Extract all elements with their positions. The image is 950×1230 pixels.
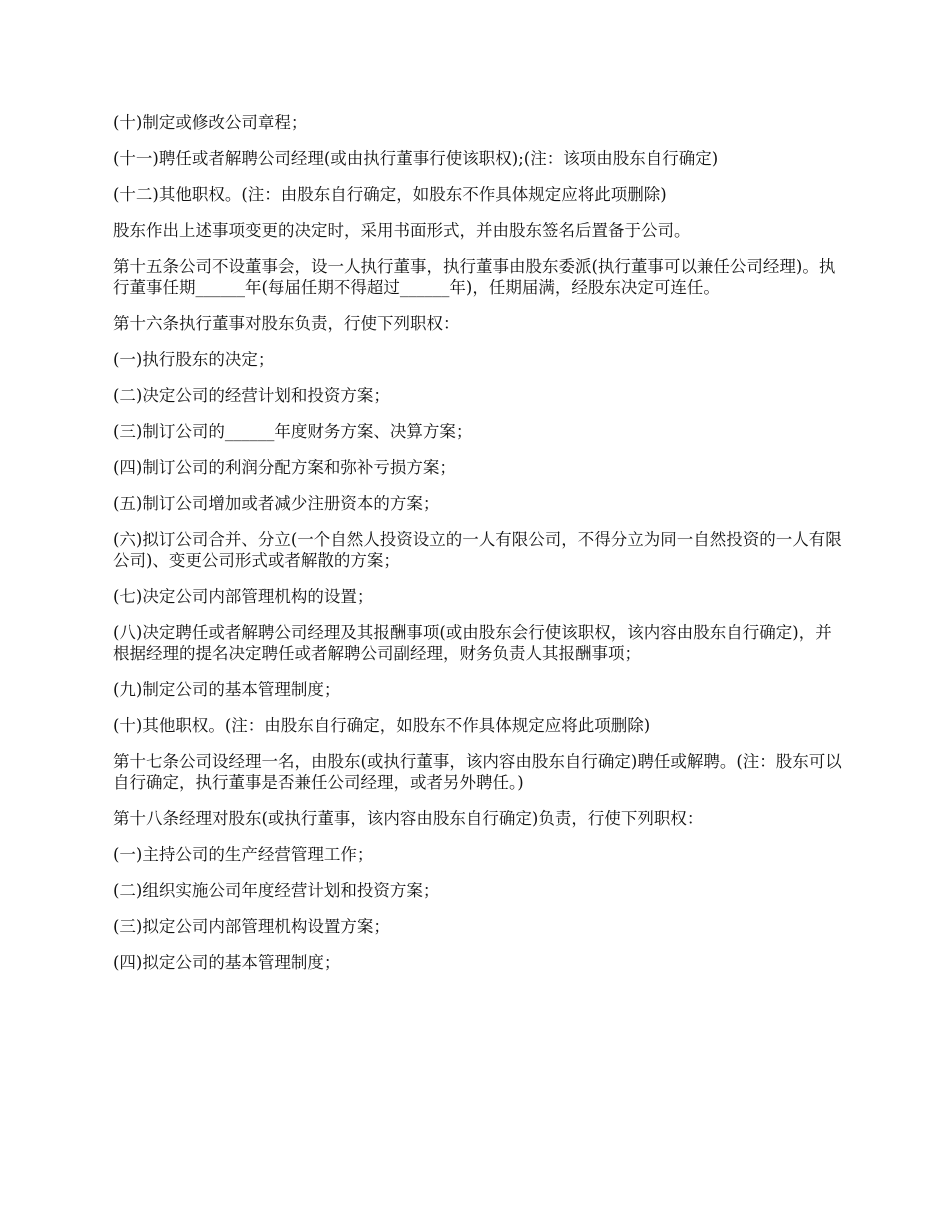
paragraph-article-14-item-11: (十一)聘任或者解聘公司经理(或由执行董事行使该职权);(注：该项由股东自行确定) <box>113 149 719 168</box>
paragraph-article-16: 第十六条执行董事对股东负责，行使下列职权： <box>113 314 460 333</box>
paragraph-article-18-item-4: (四)拟定公司的基本管理制度； <box>113 953 341 972</box>
paragraph-article-16-item-2: (二)决定公司的经营计划和投资方案； <box>113 386 390 405</box>
paragraph-article-14-item-12: (十二)其他职权。(注：由股东自行确定，如股东不作具体规定应将此项删除) <box>113 185 667 204</box>
paragraph-article-16-item-1: (一)执行股东的决定； <box>113 350 275 369</box>
paragraph-article-16-item-9: (九)制定公司的基本管理制度； <box>113 680 341 699</box>
paragraph-article-16-item-10: (十)其他职权。(注：由股东自行确定，如股东不作具体规定应将此项删除) <box>113 716 651 735</box>
paragraph-article-16-item-4: (四)制订公司的利润分配方案和弥补亏损方案； <box>113 458 456 477</box>
paragraph-shareholder-decision: 股东作出上述事项变更的决定时，采用书面形式，并由股东签名后置备于公司。 <box>113 221 691 240</box>
paragraph-article-16-item-6: (六)拟订公司合并、分立(一个自然人投资设立的一人有限公司，不得分立为同一自然投资的一人有限公司)、变更公司形式或者解散的方案； <box>113 530 842 570</box>
paragraph-article-16-item-7: (七)决定公司内部管理机构的设置； <box>113 587 374 606</box>
paragraph-article-15: 第十五条公司不设董事会，设一人执行董事，执行董事由股东委派(执行董事可以兼任公司经理)。执行董事任期______年(每届任期不得超过______年)，任期届满，经股东决定可连任。 <box>113 257 836 297</box>
document-body <box>113 112 843 988</box>
paragraph-article-16-item-3: (三)制订公司的______年度财务方案、决算方案； <box>113 422 473 441</box>
paragraph-article-14-item-10: (十)制定或修改公司章程； <box>113 113 308 132</box>
paragraph-article-17: 第十七条公司设经理一名，由股东(或执行董事，该内容由股东自行确定)聘任或解聘。(注：股东可以自行确定，执行董事是否兼任公司经理，或者另外聘任。) <box>113 752 842 792</box>
paragraph-article-18: 第十八条经理对股东(或执行董事，该内容由股东自行确定)负责，行使下列职权： <box>113 809 704 828</box>
paragraph-article-18-item-1: (一)主持公司的生产经营管理工作； <box>113 845 374 864</box>
paragraph-article-18-item-2: (二)组织实施公司年度经营计划和投资方案； <box>113 881 440 900</box>
paragraph-article-18-item-3: (三)拟定公司内部管理机构设置方案； <box>113 917 390 936</box>
paragraph-article-16-item-8: (八)决定聘任或者解聘公司经理及其报酬事项(或由股东会行使该职权，该内容由股东自行确定)，并根据经理的提名决定聘任或者解聘公司副经理，财务负责人其报酬事项； <box>113 623 832 663</box>
paragraph-article-16-item-5: (五)制订公司增加或者减少注册资本的方案； <box>113 494 440 513</box>
